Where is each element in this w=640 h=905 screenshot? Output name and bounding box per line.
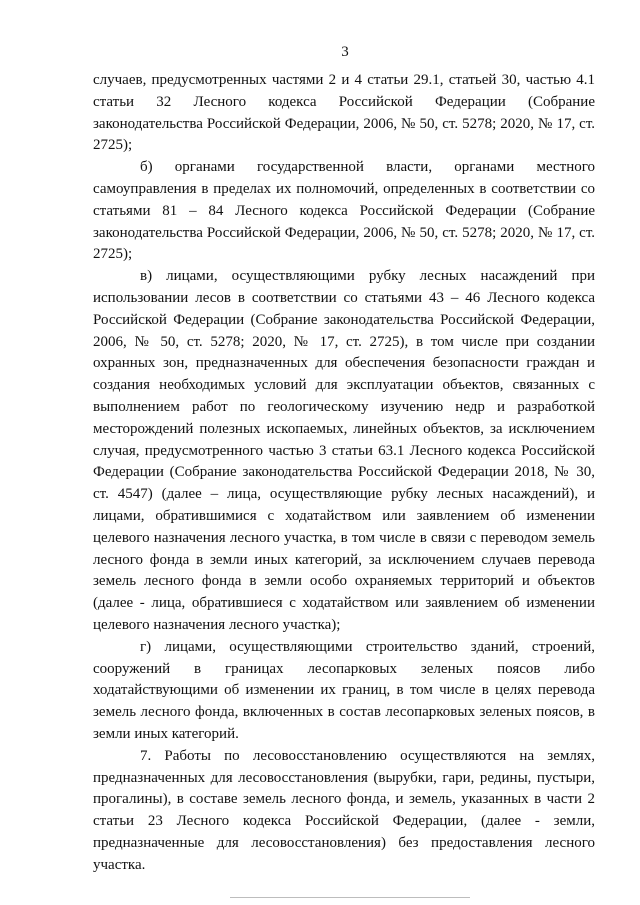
paragraph-item-b: б) органами государственной власти, органами местного самоуправления в пределах их полномочий, определенных в соответствии со статьями 81 – 84 Лесного кодекса Российской Федерации (Собрание законодательства Российской Федерации, 2006, № 50, ст. 5278; 2020, № 17, ст. 2725); xyxy=(93,159,595,263)
document-body xyxy=(93,70,595,876)
scan-edge-line xyxy=(230,897,470,898)
paragraph-item-v: в) лицами, осуществляющими рубку лесных насаждений при использовании лесов в соответствии со статьями 43 – 46 Лесного кодекса Российской Федерации (Собрание законодательства Российской Федерации, 2006, № 50, ст. 5278; 2020, № 17, ст. 2725), в том числе при создании охранных зон, предназначенных для обеспечения безопасности граждан и создания необходимых условий для эксплуатации объектов, связанных с выполнением работ по геологическому изучению недр и разработкой месторождений полезных ископаемых, линейных объектов, за исключением случая, предусмотренного частью 3 статьи 63.1 Лесного кодекса Российской Федерации (Собрание законодательства Российской Федерации 2018, № 30, ст. 4547) (далее – лица, осуществляющие рубку лесных насаждений), и лицами, обратившимися с ходатайством или заявлением об изменении целевого назначения лесного участка, в том числе в связи с переводом земель лесного фонда в земли иных категорий, за исключением случаев перевода земель лесного фонда в земли особо охраняемых территорий и объектов (далее - лица, обратившиеся с ходатайством или заявлением об изменении целевого назначения лесного участка); xyxy=(93,268,595,633)
paragraph-continuation: случаев, предусмотренных частями 2 и 4 статьи 29.1, статьей 30, частью 4.1 статьи 32 Лесного кодекса Российской Федерации (Собрание законодательства Российской Федерации, 2006, № 50, ст. 5278; 2020, № 17, ст. 2725); xyxy=(93,72,595,154)
paragraph-item-g: г) лицами, осуществляющими строительство зданий, строений, сооружений в границах лесопарковых зеленых поясов либо ходатайствующими об изменении их границ, в том числе в целях перевода земель лесного фонда, включенных в состав лесопарковых зеленых поясов, в земли иных категорий. xyxy=(93,638,595,742)
paragraph-item-7: 7. Работы по лесовосстановлению осуществляются на землях, предназначенных для лесовосстановления (вырубки, гари, редины, пустыри, прогалины), в составе земель лесного фонда, и земель, указанных в части 2 статьи 23 Лесного кодекса Российской Федерации, (далее - земли, предназначенные для лесовосстановления) без предоставления лесного участка. xyxy=(93,747,595,873)
page-number: 3 xyxy=(341,44,349,60)
